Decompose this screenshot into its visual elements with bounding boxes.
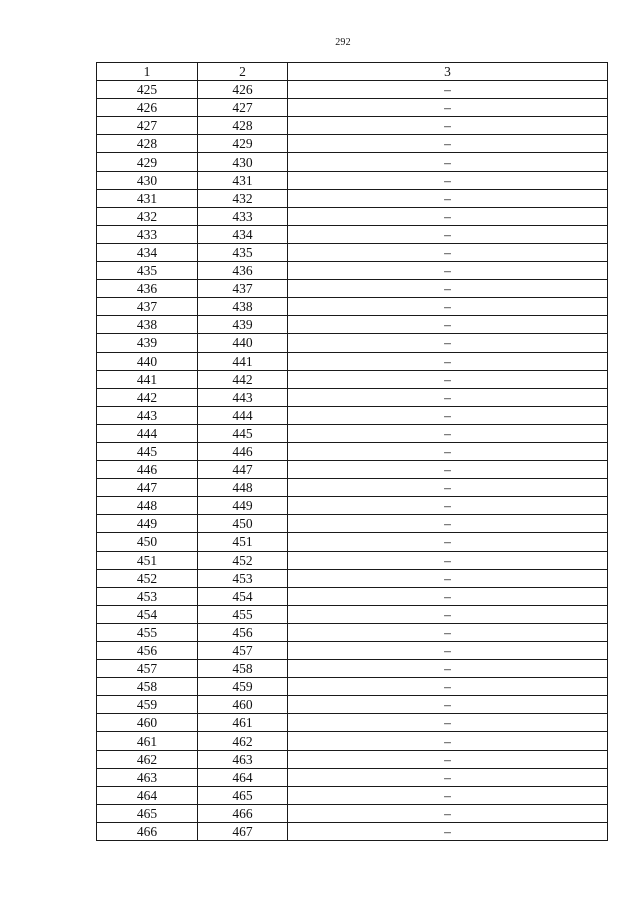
table-cell-col-2: 466 — [198, 804, 288, 822]
table-cell-col-3: – — [288, 117, 608, 135]
table-cell-col-2: 467 — [198, 822, 288, 840]
table-row — [97, 262, 608, 280]
table-cell-col-1: 440 — [97, 352, 198, 370]
table-cell-col-2: 464 — [198, 768, 288, 786]
table-cell-col-1: 434 — [97, 243, 198, 261]
table-cell-col-1: 437 — [97, 298, 198, 316]
table-row — [97, 406, 608, 424]
table-cell-col-1: 442 — [97, 388, 198, 406]
table-cell-col-2: 429 — [198, 135, 288, 153]
table-cell-col-1: 460 — [97, 714, 198, 732]
table-cell-col-3: – — [288, 822, 608, 840]
table-cell-col-2: 431 — [198, 171, 288, 189]
table-cell-col-3: – — [288, 497, 608, 515]
table-row — [97, 587, 608, 605]
table-cell-col-1: 430 — [97, 171, 198, 189]
table-cell-col-3: – — [288, 804, 608, 822]
data-table — [96, 62, 608, 841]
table-row — [97, 370, 608, 388]
table-cell-col-1: 447 — [97, 479, 198, 497]
table-cell-col-2: 445 — [198, 424, 288, 442]
table-cell-col-3: – — [288, 768, 608, 786]
table-cell-col-1: 435 — [97, 262, 198, 280]
table-row — [97, 569, 608, 587]
table-row — [97, 316, 608, 334]
table-cell-col-1: 443 — [97, 406, 198, 424]
table-header — [97, 63, 608, 81]
table-cell-col-3: – — [288, 732, 608, 750]
table-cell-col-1: 445 — [97, 442, 198, 460]
table-cell-col-2: 446 — [198, 442, 288, 460]
table-cell-col-1: 441 — [97, 370, 198, 388]
table-row — [97, 461, 608, 479]
table-cell-col-3: – — [288, 135, 608, 153]
table-cell-col-1: 455 — [97, 623, 198, 641]
table-cell-col-1: 431 — [97, 189, 198, 207]
table-cell-col-3: – — [288, 280, 608, 298]
table-row — [97, 642, 608, 660]
table-cell-col-2: 436 — [198, 262, 288, 280]
table-row — [97, 153, 608, 171]
table-cell-col-1: 433 — [97, 225, 198, 243]
table-row — [97, 678, 608, 696]
table-row — [97, 660, 608, 678]
table-cell-col-1: 448 — [97, 497, 198, 515]
table-cell-col-1: 451 — [97, 551, 198, 569]
table-cell-col-1: 461 — [97, 732, 198, 750]
table-cell-col-1: 429 — [97, 153, 198, 171]
table-row — [97, 189, 608, 207]
table-row — [97, 768, 608, 786]
table-cell-col-2: 462 — [198, 732, 288, 750]
table-body — [97, 81, 608, 841]
table-cell-col-2: 442 — [198, 370, 288, 388]
table-cell-col-3: – — [288, 533, 608, 551]
table-cell-col-2: 463 — [198, 750, 288, 768]
table-cell-col-3: – — [288, 153, 608, 171]
table-cell-col-3: – — [288, 479, 608, 497]
table-row — [97, 623, 608, 641]
table-cell-col-3: – — [288, 750, 608, 768]
table-cell-col-3: – — [288, 587, 608, 605]
table-cell-col-1: 436 — [97, 280, 198, 298]
table-row — [97, 551, 608, 569]
table-cell-col-1: 465 — [97, 804, 198, 822]
table-row — [97, 243, 608, 261]
table-cell-col-2: 427 — [198, 99, 288, 117]
table-cell-col-2: 453 — [198, 569, 288, 587]
table-cell-col-3: – — [288, 642, 608, 660]
table-row — [97, 99, 608, 117]
table-cell-col-2: 441 — [198, 352, 288, 370]
table-cell-col-2: 432 — [198, 189, 288, 207]
table-cell-col-2: 461 — [198, 714, 288, 732]
table-cell-col-3: – — [288, 370, 608, 388]
table-cell-col-3: – — [288, 605, 608, 623]
table-cell-col-3: – — [288, 424, 608, 442]
table-cell-col-1: 463 — [97, 768, 198, 786]
table-cell-col-3: – — [288, 189, 608, 207]
table-cell-col-2: 456 — [198, 623, 288, 641]
table-cell-col-3: – — [288, 569, 608, 587]
table-cell-col-1: 427 — [97, 117, 198, 135]
table-cell-col-1: 438 — [97, 316, 198, 334]
table-cell-col-2: 440 — [198, 334, 288, 352]
table-cell-col-2: 451 — [198, 533, 288, 551]
column-header-3: 3 — [288, 63, 608, 81]
table-row — [97, 750, 608, 768]
table-cell-col-2: 455 — [198, 605, 288, 623]
header-row — [97, 63, 608, 81]
table-cell-col-1: 454 — [97, 605, 198, 623]
table-cell-col-3: – — [288, 714, 608, 732]
table-cell-col-3: – — [288, 207, 608, 225]
table-cell-col-3: – — [288, 225, 608, 243]
table-cell-col-2: 459 — [198, 678, 288, 696]
table-cell-col-2: 443 — [198, 388, 288, 406]
table-cell-col-2: 435 — [198, 243, 288, 261]
table-cell-col-1: 456 — [97, 642, 198, 660]
table-cell-col-3: – — [288, 171, 608, 189]
table-row — [97, 298, 608, 316]
table-row — [97, 786, 608, 804]
table-cell-col-1: 449 — [97, 515, 198, 533]
column-header-1: 1 — [97, 63, 198, 81]
table-row — [97, 533, 608, 551]
table-cell-col-2: 428 — [198, 117, 288, 135]
table-cell-col-1: 459 — [97, 696, 198, 714]
table-cell-col-1: 439 — [97, 334, 198, 352]
table-row — [97, 225, 608, 243]
table-row — [97, 117, 608, 135]
table-cell-col-2: 426 — [198, 81, 288, 99]
table-cell-col-2: 438 — [198, 298, 288, 316]
table-cell-col-3: – — [288, 442, 608, 460]
table-row — [97, 696, 608, 714]
table-cell-col-2: 449 — [198, 497, 288, 515]
table-cell-col-3: – — [288, 243, 608, 261]
table-cell-col-1: 432 — [97, 207, 198, 225]
column-header-2: 2 — [198, 63, 288, 81]
table-row — [97, 424, 608, 442]
table-cell-col-3: – — [288, 334, 608, 352]
table-cell-col-1: 450 — [97, 533, 198, 551]
table-cell-col-1: 444 — [97, 424, 198, 442]
table-row — [97, 605, 608, 623]
table-cell-col-3: – — [288, 81, 608, 99]
table-cell-col-2: 465 — [198, 786, 288, 804]
table-cell-col-1: 464 — [97, 786, 198, 804]
table-cell-col-2: 450 — [198, 515, 288, 533]
table-cell-col-3: – — [288, 461, 608, 479]
table-cell-col-2: 430 — [198, 153, 288, 171]
table-cell-col-3: – — [288, 388, 608, 406]
table-cell-col-1: 453 — [97, 587, 198, 605]
table-row — [97, 442, 608, 460]
table-cell-col-3: – — [288, 623, 608, 641]
table-cell-col-3: – — [288, 262, 608, 280]
table-cell-col-2: 460 — [198, 696, 288, 714]
table-row — [97, 280, 608, 298]
table-cell-col-2: 444 — [198, 406, 288, 424]
table-cell-col-3: – — [288, 406, 608, 424]
table-cell-col-2: 434 — [198, 225, 288, 243]
table-cell-col-2: 448 — [198, 479, 288, 497]
table-cell-col-3: – — [288, 696, 608, 714]
table-cell-col-2: 439 — [198, 316, 288, 334]
table-cell-col-1: 426 — [97, 99, 198, 117]
table-cell-col-1: 462 — [97, 750, 198, 768]
table-cell-col-1: 428 — [97, 135, 198, 153]
table-cell-col-1: 458 — [97, 678, 198, 696]
table-row — [97, 479, 608, 497]
table-row — [97, 515, 608, 533]
table-cell-col-2: 447 — [198, 461, 288, 479]
table-row — [97, 822, 608, 840]
table-row — [97, 81, 608, 99]
table-cell-col-2: 452 — [198, 551, 288, 569]
table-cell-col-2: 454 — [198, 587, 288, 605]
table-cell-col-1: 425 — [97, 81, 198, 99]
table-cell-col-1: 452 — [97, 569, 198, 587]
table-cell-col-1: 457 — [97, 660, 198, 678]
table-row — [97, 135, 608, 153]
table-row — [97, 352, 608, 370]
table-cell-col-1: 466 — [97, 822, 198, 840]
table-cell-col-2: 457 — [198, 642, 288, 660]
table-cell-col-3: – — [288, 786, 608, 804]
table-cell-col-3: – — [288, 678, 608, 696]
table-cell-col-3: – — [288, 551, 608, 569]
table-row — [97, 171, 608, 189]
table-row — [97, 334, 608, 352]
table-row — [97, 388, 608, 406]
table-cell-col-3: – — [288, 316, 608, 334]
table-cell-col-3: – — [288, 660, 608, 678]
table-cell-col-3: – — [288, 298, 608, 316]
table-cell-col-1: 446 — [97, 461, 198, 479]
table-row — [97, 207, 608, 225]
table-row — [97, 804, 608, 822]
table-row — [97, 732, 608, 750]
table-cell-col-2: 433 — [198, 207, 288, 225]
table-cell-col-3: – — [288, 99, 608, 117]
table-cell-col-2: 458 — [198, 660, 288, 678]
table-cell-col-3: – — [288, 515, 608, 533]
table-cell-col-2: 437 — [198, 280, 288, 298]
table-row — [97, 714, 608, 732]
table-cell-col-3: – — [288, 352, 608, 370]
page-number: 292 — [335, 37, 351, 48]
table-row — [97, 497, 608, 515]
